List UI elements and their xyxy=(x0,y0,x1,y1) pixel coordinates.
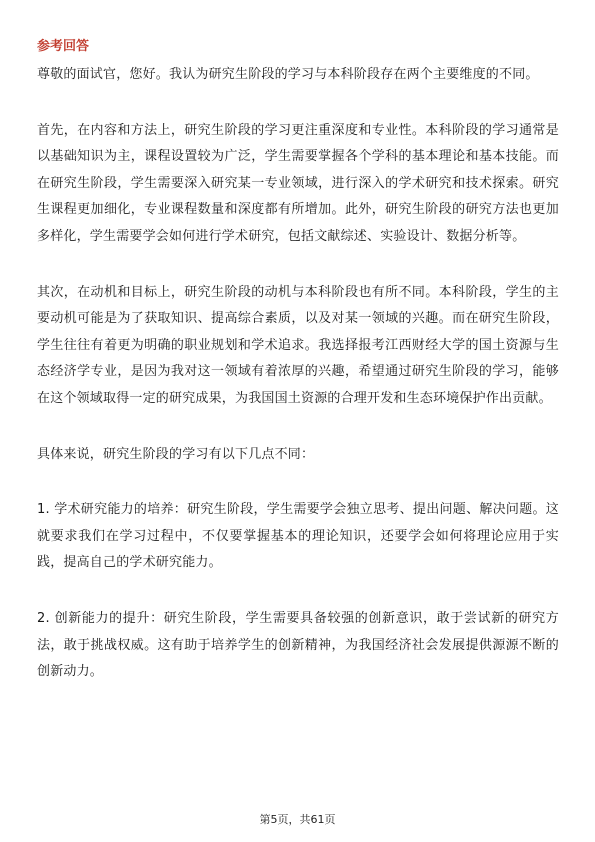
paragraph-greeting: 尊敬的面试官，您好。我认为研究生阶段的学习与本科阶段存在两个主要维度的不同。 xyxy=(37,67,539,82)
paragraph-specifics-intro: 具体来说，研究生阶段的学习有以下几点不同： xyxy=(37,446,315,462)
paragraph-point-research: 1. 学术研究能力的培养：研究生阶段，学生需要学会独立思考、提出问题、解决问题。这就要求我们在学习过程中，不仅要掌握基本的理论知识，还要学会如何将理论应用于实践，提高自己的学术研究能力。 xyxy=(37,502,559,571)
answer-heading: 参考回答 xyxy=(37,39,90,54)
page-number: 第5页，共61页 xyxy=(259,813,336,826)
paragraph-content-method: 首先，在内容和方法上，研究生阶段的学习更注重深度和专业性。本科阶段的学习通常是以基础知识为主，课程设置较为广泛，学生需要掌握各个学科的基本理论和基本技能。而在研究生阶段，学生需要深入研究某一专业领域，进行深入的学术研究和技术探索。研究生课程更加细化，专业课程数量和深度都有所增加。此外，研究生阶段的研究方法也更加多样化，学生需要学会如何进行学术研究，包括文献综述、实验设计、数据分析等。 xyxy=(37,122,559,244)
paragraph-motivation-goal: 其次，在动机和目标上，研究生阶段的动机与本科阶段也有所不同。本科阶段，学生的主要动机可能是为了获取知识、提高综合素质，以及对某一领域的兴趣。而在研究生阶段，学生往往有着更为明确的职业规划和学术追求。我选择报考江西财经大学的国土资源与生态经济学专业，是因为我对这一领域有着浓厚的兴趣，希望通过研究生阶段的学习，能够在这个领域取得一定的研究成果，为我国国土资源的合理开发和生态环境保护作出贡献。 xyxy=(37,284,559,406)
answer-body xyxy=(37,62,559,715)
paragraph-point-innovation: 2. 创新能力的提升：研究生阶段，学生需要具备较强的创新意识，敢于尝试新的研究方法，敢于挑战权威。这有助于培养学生的创新精神，为我国经济社会发展提供源源不断的创新动力。 xyxy=(37,610,559,680)
